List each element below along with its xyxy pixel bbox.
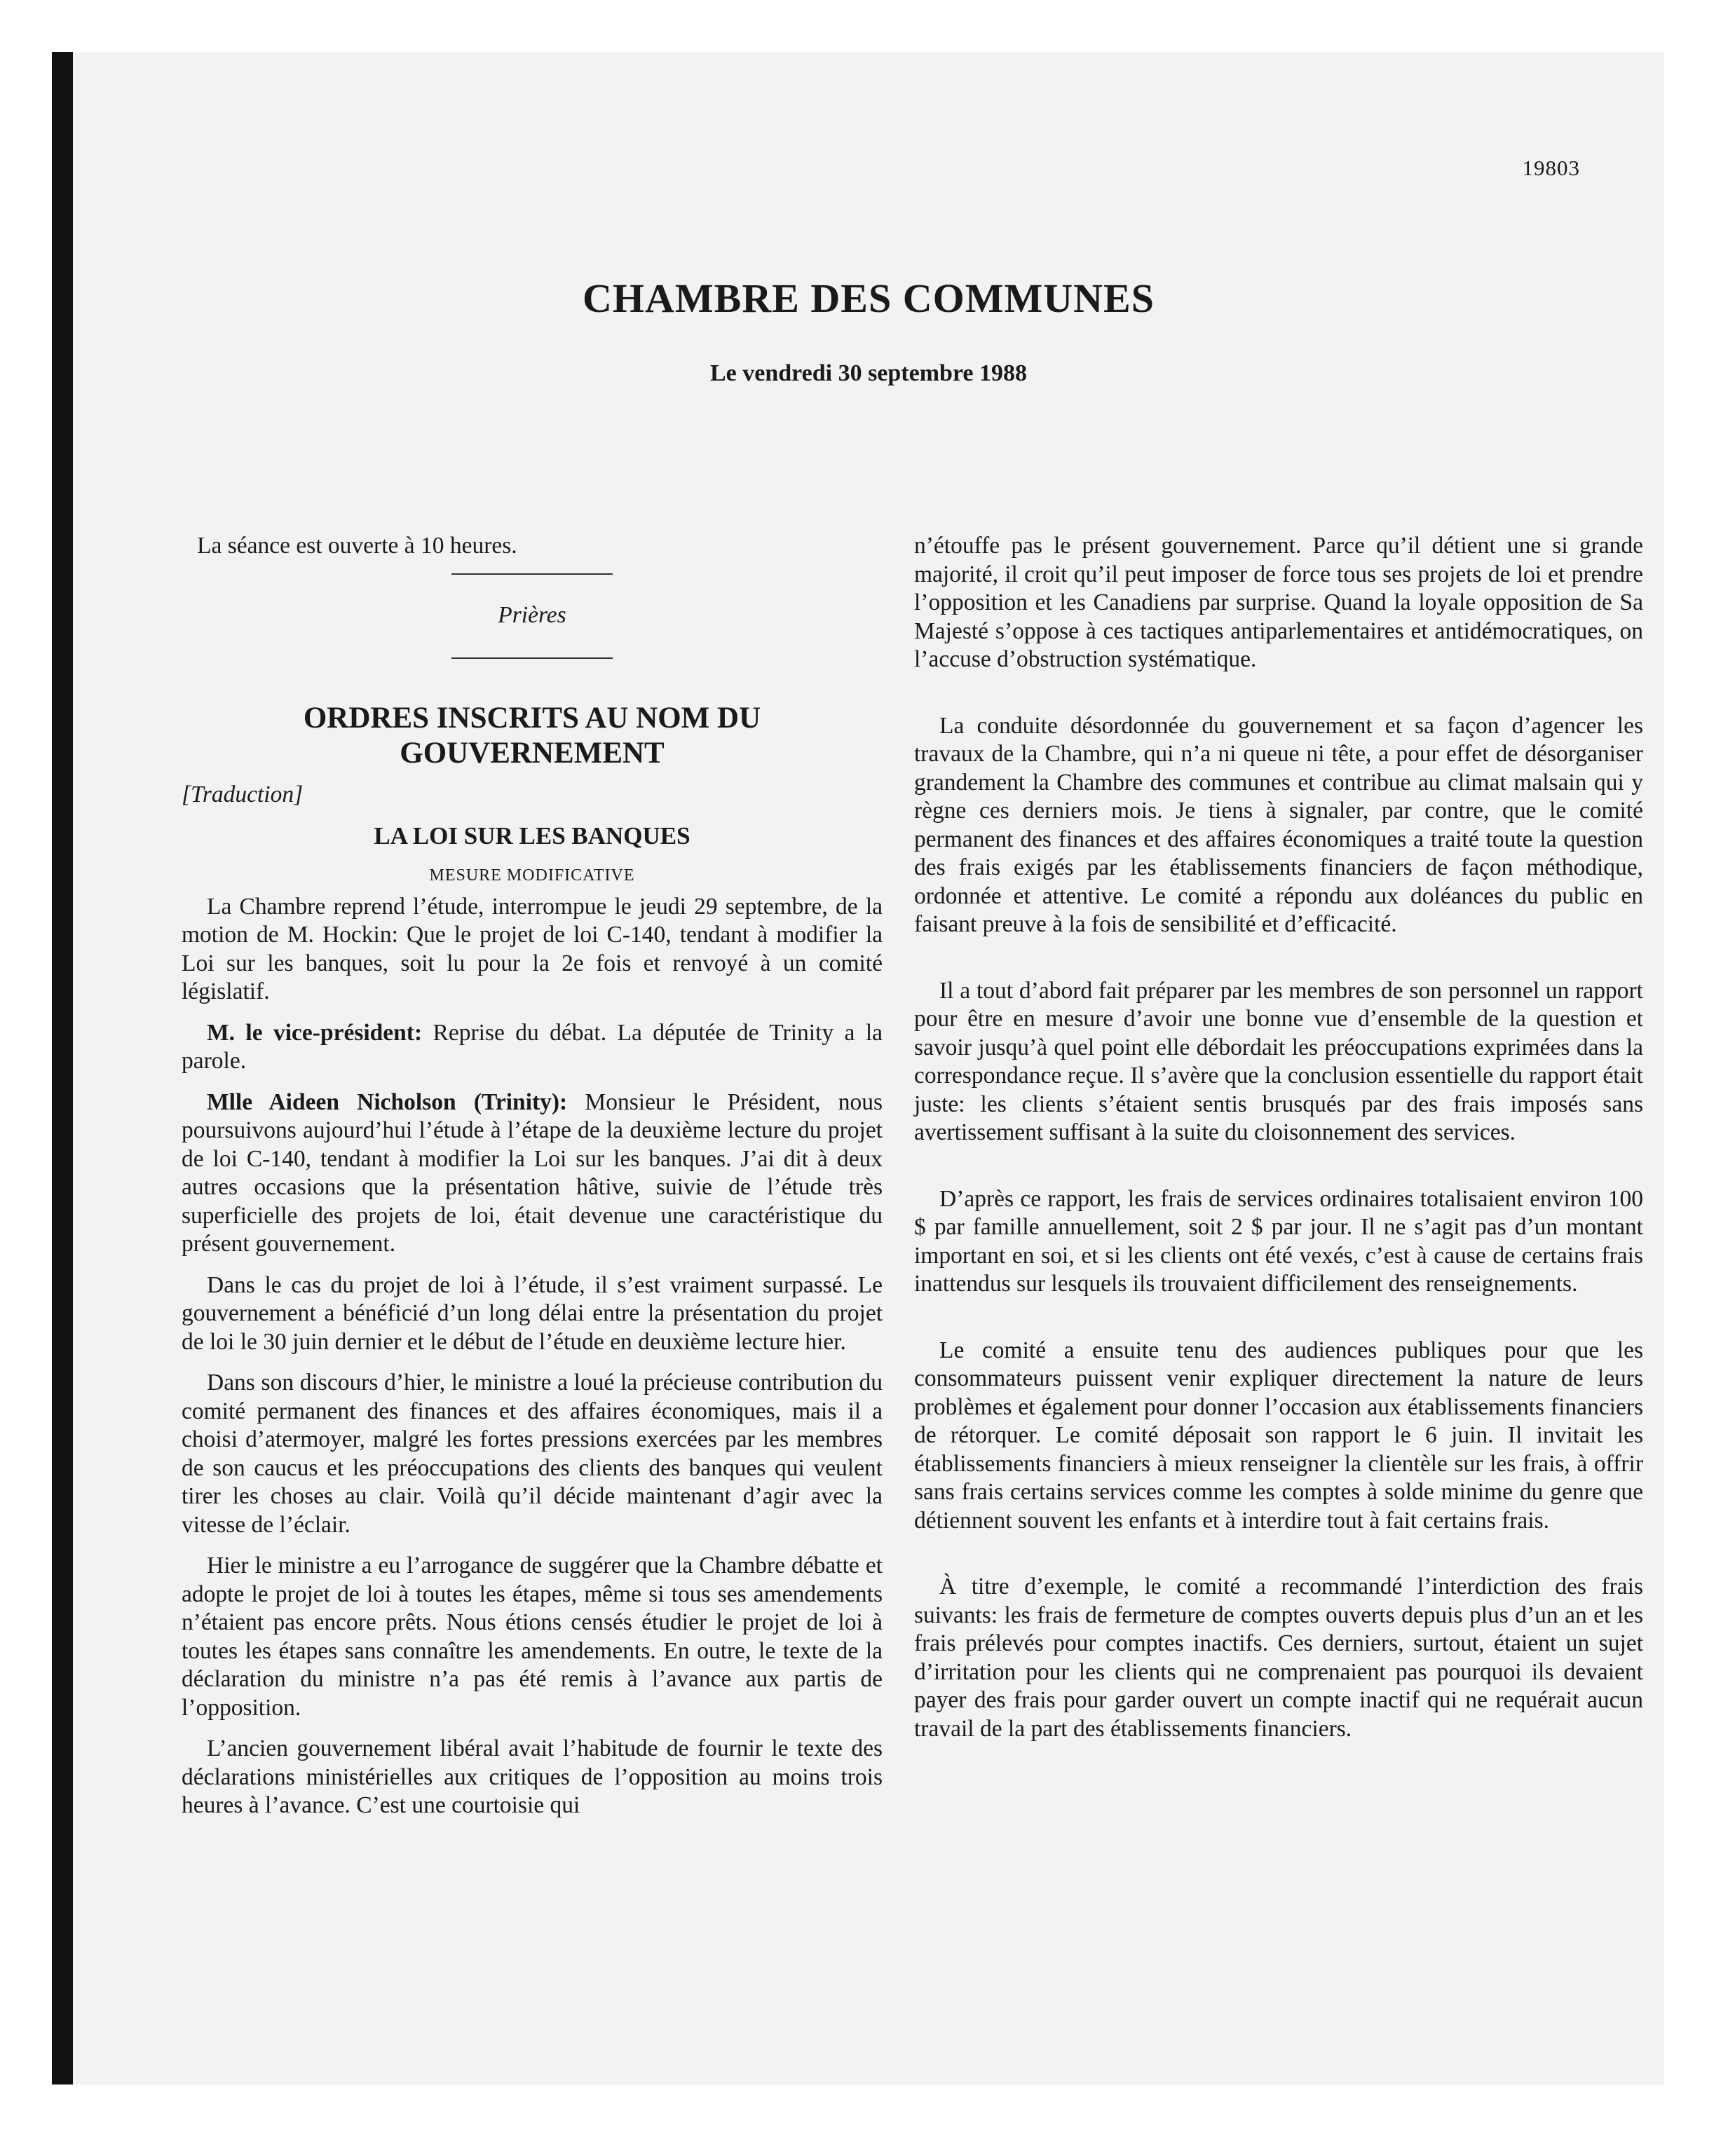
prayers-heading: Prières xyxy=(498,601,566,628)
section-heading: ORDRES INSCRITS AU NOM DU GOUVERNEMENT xyxy=(303,702,761,770)
right-column xyxy=(914,532,1643,1781)
speaker-name: M. le vice-président: xyxy=(207,1019,423,1046)
paragraph: Dans son discours d’hier, le ministre a loué la précieuse contribution du comité permanent des finances et des affaires économiques, mais il a choisi d’atermoyer, malgré les fortes pressions exercées par les membres de son caucus et les préoccupations des clients des banques qui veulent tirer les choses au clair. Voilà qu’il décide maintenant d’agir avec la vitesse de l’éclair. xyxy=(182,1370,883,1538)
translation-note: [Traduction] xyxy=(182,782,304,807)
paragraph: M. le vice-président: Reprise du débat. La députée de Trinity a la parole. xyxy=(182,1019,883,1074)
divider-rule xyxy=(451,573,613,575)
sitting-date: Le vendredi 30 septembre 1988 xyxy=(709,360,1028,386)
left-column xyxy=(182,532,883,1833)
paragraph: Hier le ministre a eu l’arrogance de suggérer que la Chambre débatte et adopte le projet de loi à toutes les étapes, même si tous ses amendements n’étaient pas encore prêts. Nous étions censés étudier le projet de loi à toutes les étapes sans connaître les amendements. En outre, le texte de la déclaration du ministre n’a pas été remis à l’avance aux partis de l’opposition. xyxy=(182,1553,883,1721)
paragraph: Dans le cas du projet de loi à l’étude, il s’est vraiment surpassé. Le gouvernement a bénéficié d’un long délai entre la présentation du projet de loi le 30 juin dernier et le début de l’étude en deuxième lecture hier. xyxy=(182,1271,883,1355)
paragraph: À titre d’exemple, le comité a recommandé l’interdiction des frais suivants: les frais de fermeture de comptes ouverts depuis plus d’un an et les frais prélevés pour comptes inactifs. Ces derniers, surtout, étaient un sujet d’irritation pour les clients qui ne comprenaient pas pourquoi ils devaient payer des frais pour garder ouvert un compte inactif qui ne requérait aucun travail de la part des établissements financiers. xyxy=(914,1574,1643,1742)
document-page xyxy=(73,52,1664,2085)
measure-heading: MESURE MODIFICATIVE xyxy=(429,866,635,885)
paragraph: La conduite désordonnée du gouvernement et sa façon d’agencer les travaux de la Chambre, qui n’a ni queue ni tête, a pour effet de désorganiser grandement la Chambre des communes et contribue au climat malsain qui y règne ces derniers mois. Je tiens à signaler, par contre, que le comité permanent des finances et des affaires économiques a traité toute la question des frais exigés par les établissements financiers de façon méthodique, ordonnée et attentive. Le comité a répondu aux doléances du public en faisant preuve à la fois de sensibilité et d’efficacité. xyxy=(914,712,1643,937)
scan-edge xyxy=(52,52,73,2085)
paragraph: n’étouffe pas le présent gouvernement. Parce qu’il détient une si grande majorité, il croit qu’il peut imposer de force tous ses projets de loi et prendre l’opposition et les Canadiens par surprise. Quand la loyale opposition de Sa Majesté s’oppose à ces tactiques antiparlementaires et antidémocratiques, on l’accuse d’obstruction systématique. xyxy=(914,533,1643,672)
speaker-name: Mlle Aideen Nicholson (Trinity): xyxy=(207,1089,568,1115)
masthead-title: CHAMBRE DES COMMUNES xyxy=(583,275,1155,321)
paragraph: L’ancien gouvernement libéral avait l’habitude de fournir le texte des déclarations ministérielles aux critiques de l’opposition au moins trois heures à l’avance. C’est une courtoisie qui xyxy=(182,1735,883,1818)
bill-heading: LA LOI SUR LES BANQUES xyxy=(374,821,690,850)
page-number: 19803 xyxy=(1522,156,1580,180)
paragraph: La Chambre reprend l’étude, interrompue le jeudi 29 septembre, de la motion de M. Hockin: Que le projet de loi C-140, tendant à modifier la Loi sur les banques, soit lu pour la 2e fois et renvoyé à un comité législatif. xyxy=(182,893,883,1004)
paragraph: Mlle Aideen Nicholson (Trinity): Monsieur le Président, nous poursuivons aujourd’hui l’étude à l’étape de la deuxième lecture du projet de loi C-140, tendant à modifier la Loi sur les banques. J’ai dit à deux autres occasions que la présentation hâtive, suivie de l’étude très superficielle des projets de loi, était devenue une caractéristique du présent gouvernement. xyxy=(182,1089,883,1257)
paragraph: Il a tout d’abord fait préparer par les membres de son personnel un rapport pour être en mesure d’avoir une bonne vue d’ensemble de la question et savoir jusqu’à quel point elle débordait les préoccupations exprimées dans la correspondance reçue. Il s’avère que la conclusion essentielle du rapport était juste: les clients s’étaient sentis brusqués par des frais imposés sans avertissement suffisant à la suite du cloisonnement des services. xyxy=(914,977,1643,1145)
divider-rule xyxy=(451,657,613,659)
paragraph: D’après ce rapport, les frais de services ordinaires totalisaient environ 100 $ par famille annuellement, soit 2 $ par jour. Il ne s’agit pas d’un montant important en soi, et si les clients ont été vexés, c’est à cause de certains frais inattendus sur lesquels ils trouvaient difficilement des renseignements. xyxy=(914,1185,1643,1297)
paragraph: Le comité a ensuite tenu des audiences publiques pour que les consommateurs puissent venir expliquer directement la nature de leurs problèmes et également pour donner l’occasion aux établissements financiers de rétorquer. Le comité déposait son rapport le 6 juin. Il invitait les établissements financiers à mieux renseigner la clientèle sur les frais, à offrir sans frais certains services comme les comptes à solde minime du genre que détiennent souvent les enfants et à interdire tout à fait certains frais. xyxy=(914,1337,1643,1534)
opening-statement: La séance est ouverte à 10 heures. xyxy=(197,533,517,559)
